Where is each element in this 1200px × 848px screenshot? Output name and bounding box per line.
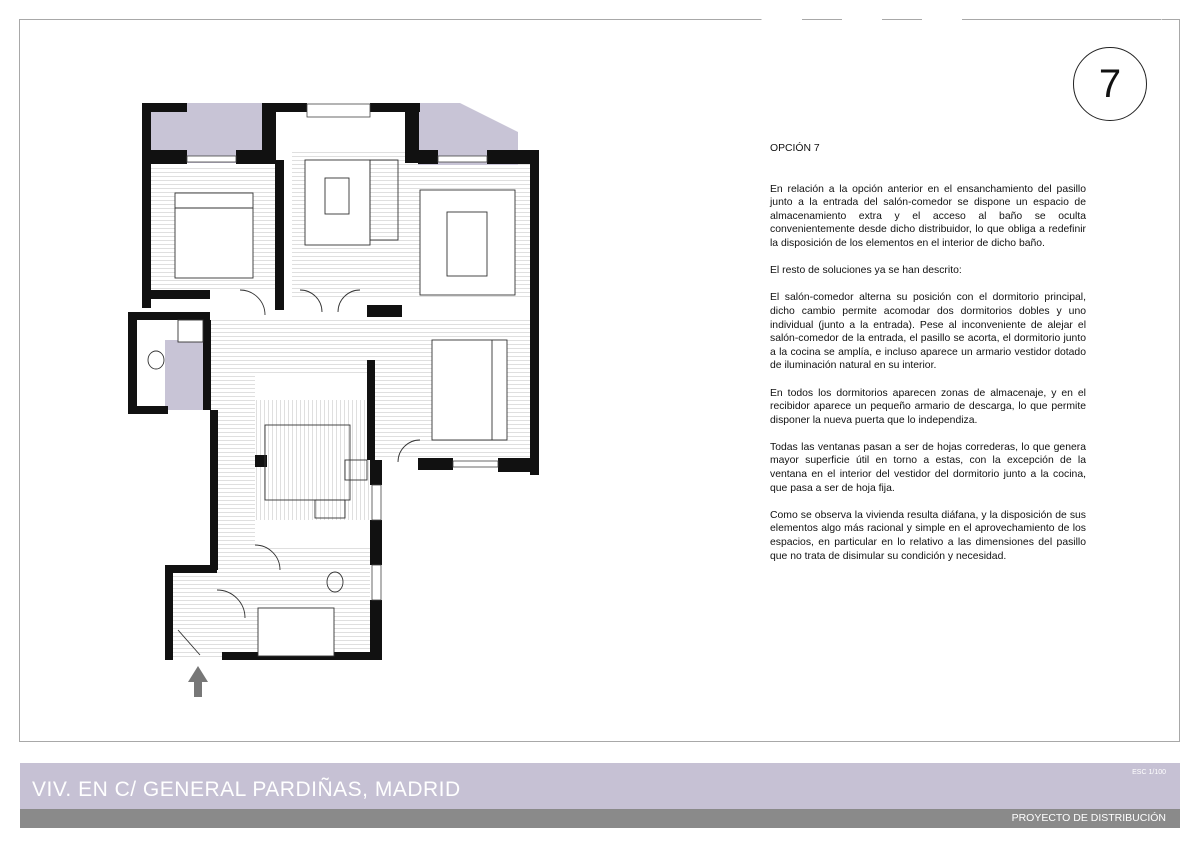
wall xyxy=(487,150,537,164)
window xyxy=(453,461,498,467)
wall xyxy=(142,103,151,308)
paragraph-5: Todas las ventanas pasan a ser de hojas correderas, lo que genera mayor superficie útil en torno a estas, con la excepción de la ventana en el interior del vestidor del dormitorio junto a la cocina, que pasa a ser de hoja fija. xyxy=(770,441,1086,494)
option-heading: OPCIÓN 7 xyxy=(770,143,820,154)
wall xyxy=(262,103,276,163)
wall xyxy=(203,320,211,410)
wall xyxy=(275,160,284,310)
wall xyxy=(370,600,382,660)
double-bed-left xyxy=(175,193,253,278)
window xyxy=(438,156,487,162)
window xyxy=(372,565,381,600)
wall xyxy=(142,103,187,112)
description-text xyxy=(770,142,1086,577)
bath-toilet xyxy=(148,351,164,369)
scale-tick: 3m xyxy=(875,29,886,38)
wall xyxy=(210,410,218,570)
project-subtitle: PROYECTO DE DISTRIBUCIÓN xyxy=(1011,812,1166,824)
paragraph-1: En relación a la opción anterior en el ensanchamiento del pasillo junto a la entrada del salón-comedor se dispone un espacio de almacenamiento extra y el acceso al baño se oculta convenientemente desde dicho distribuidor, lo que obliga a redefinir la disposición de los elementos en el interior de dicho baño. xyxy=(770,183,1086,249)
single-bed xyxy=(258,608,334,656)
scale-bar xyxy=(742,15,1162,29)
wall xyxy=(530,150,539,475)
up-arrow-icon xyxy=(188,666,208,697)
floor-plan xyxy=(120,96,550,706)
wall xyxy=(370,460,382,485)
wall xyxy=(418,458,453,470)
scale-tick: 5m xyxy=(955,29,966,38)
project-title: VIV. EN C/ GENERAL PARDIÑAS, MADRID xyxy=(32,778,461,801)
paragraph-2: El resto de soluciones ya se han descrito: xyxy=(770,265,962,277)
wall xyxy=(128,312,137,414)
wall xyxy=(405,103,419,163)
dining-area xyxy=(420,190,515,295)
window xyxy=(187,156,236,162)
paragraph-4: En todos los dormitorios aparecen zonas de almacenaje, y en el recibidor aparece un pequeño armario de descarga, lo que permite disponer la nueva puerta que lo independiza. xyxy=(770,387,1086,426)
scale-tick: 1m xyxy=(795,29,806,38)
scale-segment xyxy=(922,16,962,22)
scale-ticks xyxy=(742,29,966,41)
double-bed-main xyxy=(432,340,507,440)
scale-segment xyxy=(762,16,802,22)
bath-sink xyxy=(178,320,203,342)
option-number: 7 xyxy=(1098,61,1122,106)
wall xyxy=(367,305,402,317)
wall xyxy=(370,520,382,565)
wall xyxy=(165,565,173,660)
wall xyxy=(418,150,438,164)
door-swing xyxy=(240,290,265,315)
paragraph-3: El salón-comedor alterna su posición con el dormitorio principal, dicho cambio permite acomodar dos dormitorios dobles y uno individual (junto a la entrada). Pese al inconveniente de alejar el salón-comedor de la entrada, el pasillo se acorta, el dormitorio junto a la cocina se amplía, e incluso aparece un armario vestidor dotado de iluminación natural en su interior. xyxy=(770,292,1086,372)
scale-tick: 2m xyxy=(835,29,846,38)
footer-band xyxy=(20,763,1180,809)
scale-tick: 4m xyxy=(915,29,926,38)
window xyxy=(307,104,370,117)
option-number-badge xyxy=(1073,47,1147,121)
wall xyxy=(142,150,187,164)
wall xyxy=(367,360,375,460)
sofa-area xyxy=(305,160,370,245)
scale-segment xyxy=(802,22,842,28)
wall xyxy=(128,406,168,414)
scale-segment xyxy=(882,22,922,28)
footer-strip xyxy=(20,809,1180,828)
wall xyxy=(498,458,539,472)
wall xyxy=(150,290,210,299)
scale-segment xyxy=(962,22,1162,28)
scale-segment xyxy=(842,16,882,22)
wall xyxy=(128,312,210,320)
paragraph-6: Como se observa la vivienda resulta diáfana, y la disposición de sus elementos algo más racional y simple en el aprovechamiento de los espacios, en particular en lo relativo a las dimensiones del pasillo que no trata de disimular su condición y necesidad. xyxy=(770,509,1086,562)
scale-label: ESC 1/100 xyxy=(1132,769,1166,776)
window xyxy=(372,485,381,520)
entrance-floor xyxy=(172,572,217,657)
